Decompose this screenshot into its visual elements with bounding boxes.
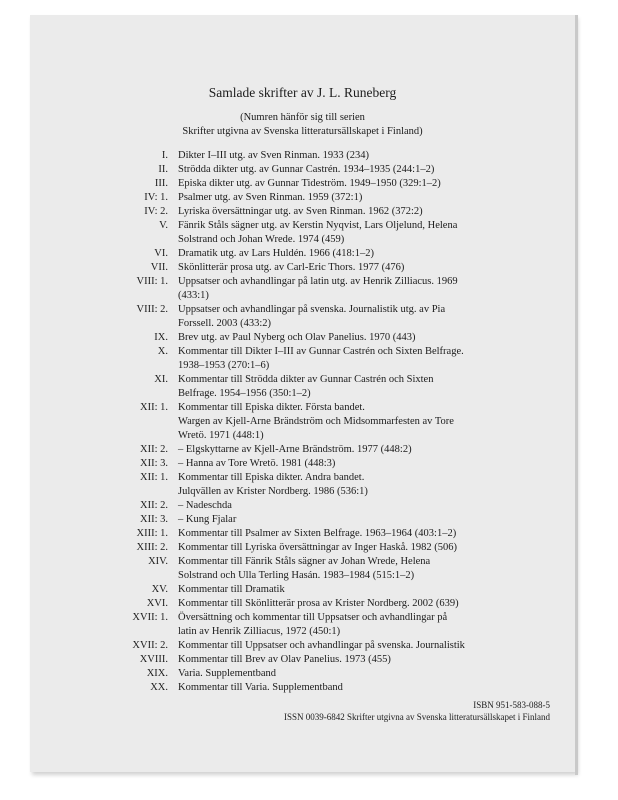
volume-description (178, 471, 488, 499)
volume-description (178, 303, 488, 331)
volume-entry (30, 331, 575, 345)
volume-description-line: Kommentar till Episka dikter. Andra bandet. (178, 472, 365, 483)
volume-number: XVI. (146, 598, 168, 609)
volume-description-line: Kommentar till Lyriska översättningar av Inger Haskå. 1982 (506) (178, 542, 458, 553)
volume-description (178, 597, 488, 611)
volume-number: XII: 1. (140, 402, 168, 413)
volume-number: V. (159, 220, 168, 231)
volume-number: VI. (154, 248, 168, 259)
volume-description-line: Dramatik utg. av Lars Huldén. 1966 (418:1–2) (178, 248, 374, 259)
volume-description-line: Uppsatser och avhandlingar på svenska. Journalistik utg. av Pia (178, 304, 446, 315)
volume-entry (30, 681, 575, 695)
volume-description-line: Belfrage. 1954–1956 (350:1–2) (178, 388, 311, 399)
volume-number: XX. (150, 682, 168, 693)
volume-description-line: Forssell. 2003 (433:2) (178, 318, 272, 329)
volume-entry (30, 457, 575, 471)
volume-entry (30, 541, 575, 555)
volume-number: XVII: 2. (132, 640, 168, 651)
volume-description (178, 443, 488, 457)
volume-description-line: Psalmer utg. av Sven Rinman. 1959 (372:1) (178, 192, 363, 203)
volume-entry (30, 163, 575, 177)
volume-description (178, 639, 488, 653)
volume-description-line: Kommentar till Episka dikter. Första bandet. (178, 402, 365, 413)
volume-number: XII: 1. (140, 472, 168, 483)
book-spine-edge (575, 15, 578, 775)
volume-entry (30, 401, 575, 443)
volume-entry (30, 471, 575, 499)
volume-description-line: Wretö. 1971 (448:1) (178, 430, 264, 441)
volume-number: XVII: 1. (132, 612, 168, 623)
volume-number: XIX. (146, 668, 168, 679)
volume-description (178, 681, 488, 695)
volume-number: XVIII. (139, 654, 168, 665)
volume-description (178, 163, 488, 177)
volume-description (178, 149, 488, 163)
volume-description (178, 499, 488, 513)
volume-number: II. (158, 164, 168, 175)
volume-description-line: 1938–1953 (270:1–6) (178, 360, 270, 371)
volume-description (178, 275, 488, 303)
volume-description-line: Brev utg. av Paul Nyberg och Olav Panelius. 1970 (443) (178, 332, 416, 343)
volume-description (178, 513, 488, 527)
volume-entry (30, 667, 575, 681)
volume-description-line: latin av Henrik Zilliacus, 1972 (450:1) (178, 626, 341, 637)
volume-description-line: Strödda dikter utg. av Gunnar Castrén. 1934–1935 (244:1–2) (178, 164, 435, 175)
volume-entry (30, 303, 575, 331)
volume-number: IV: 2. (144, 206, 168, 217)
volume-description-line: Varia. Supplementband (178, 668, 276, 679)
volume-description-line: Kommentar till Uppsatser och avhandlingar på svenska. Journalistik (178, 640, 465, 651)
volume-entry (30, 373, 575, 401)
volume-entry (30, 597, 575, 611)
volume-description (178, 401, 488, 443)
volume-description-line: – Kung Fjalar (178, 514, 237, 525)
volume-description (178, 457, 488, 471)
volume-entry (30, 513, 575, 527)
volume-description-line: – Elgskyttarne av Kjell-Arne Brändström. 1977 (448:2) (178, 444, 412, 455)
volume-description-line: Kommentar till Psalmer av Sixten Belfrage. 1963–1964 (403:1–2) (178, 528, 457, 539)
volume-number: X. (157, 346, 168, 357)
volume-number: XIII: 2. (136, 542, 168, 553)
volume-number: VII. (150, 262, 168, 273)
series-note-line-1: (Numren hänför sig till serien (240, 112, 365, 123)
volume-entry (30, 345, 575, 373)
volume-description (178, 345, 488, 373)
volume-description-line: – Nadeschda (178, 500, 232, 511)
volume-description-line: Kommentar till Skönlitterär prosa av Krister Nordberg. 2002 (639) (178, 598, 459, 609)
volume-number: I. (161, 150, 168, 161)
volume-number: IV: 1. (144, 192, 168, 203)
volume-description (178, 247, 488, 261)
volume-description-line: Solstrand och Johan Wrede. 1974 (459) (178, 234, 345, 245)
volume-description-line: Julqvällen av Krister Nordberg. 1986 (536:1) (178, 486, 368, 497)
volume-entry (30, 443, 575, 457)
volume-number: III. (154, 178, 168, 189)
series-note-line-2: Skrifter utgivna av Svenska litteratursällskapet i Finland) (182, 126, 423, 137)
volume-description-line: Fänrik Ståls sägner utg. av Kerstin Nyqvist, Lars Oljelund, Helena (178, 220, 458, 231)
volume-entry (30, 149, 575, 163)
volume-description (178, 205, 488, 219)
volume-description-line: Uppsatser och avhandlingar på latin utg. av Henrik Zilliacus. 1969 (178, 276, 458, 287)
volume-entry (30, 555, 575, 583)
volume-entry (30, 653, 575, 667)
volume-number: XII: 3. (140, 458, 168, 469)
volume-description (178, 373, 488, 401)
volume-number: XII: 2. (140, 500, 168, 511)
volume-description (178, 541, 488, 555)
volume-description (178, 261, 488, 275)
volume-entry (30, 219, 575, 247)
volume-entry (30, 527, 575, 541)
volume-number: VIII: 2. (136, 304, 168, 315)
volume-description-line: – Hanna av Tore Wretö. 1981 (448:3) (178, 458, 336, 469)
volume-description-line: Kommentar till Varia. Supplementband (178, 682, 343, 693)
volume-description (178, 583, 488, 597)
volume-number: VIII: 1. (136, 276, 168, 287)
volume-description-line: Skönlitterär prosa utg. av Carl-Eric Thors. 1977 (476) (178, 262, 405, 273)
volume-entry (30, 261, 575, 275)
volume-description-line: Kommentar till Brev av Olav Panelius. 1973 (455) (178, 654, 391, 665)
issn-text: ISSN 0039-6842 Skrifter utgivna av Svenska litteratursällskapet i Finland (284, 712, 550, 722)
volume-number: XII: 2. (140, 444, 168, 455)
page-title: Samlade skrifter av J. L. Runeberg (208, 85, 397, 100)
volume-number: XIII: 1. (136, 528, 168, 539)
volume-description (178, 527, 488, 541)
volume-description-line: Kommentar till Dikter I–III av Gunnar Castrén och Sixten Belfrage. (178, 346, 464, 357)
volume-description-line: (433:1) (178, 290, 209, 301)
volume-description-line: Kommentar till Fänrik Ståls sägner av Johan Wrede, Helena (178, 556, 431, 567)
volume-description (178, 611, 488, 639)
volume-number: XV. (151, 584, 168, 595)
volume-number: XI. (154, 374, 168, 385)
volume-entry (30, 275, 575, 303)
volume-description (178, 653, 488, 667)
volume-entry (30, 205, 575, 219)
volume-description (178, 331, 488, 345)
series-note (30, 111, 575, 139)
book-back-cover (30, 15, 576, 772)
volume-entry (30, 499, 575, 513)
volume-description-line: Dikter I–III utg. av Sven Rinman. 1933 (234) (178, 150, 370, 161)
volume-description-line: Lyriska översättningar utg. av Sven Rinman. 1962 (372:2) (178, 206, 423, 217)
volume-entry (30, 177, 575, 191)
volume-description-line: Kommentar till Dramatik (178, 584, 285, 595)
volume-entry (30, 191, 575, 205)
isbn-text: ISBN 951-583-088-5 (473, 700, 550, 710)
volume-list (30, 149, 575, 695)
volume-number: XIV. (148, 556, 168, 567)
volume-description-line: Episka dikter utg. av Gunnar Tideström. 1949–1950 (329:1–2) (178, 178, 441, 189)
volume-description-line: Kommentar till Strödda dikter av Gunnar Castrén och Sixten (178, 374, 434, 385)
volume-description-line: Wargen av Kjell-Arne Brändström och Midsommarfesten av Tore (178, 416, 454, 427)
volume-entry (30, 611, 575, 639)
volume-entry (30, 583, 575, 597)
volume-description-line: Solstrand och Ulla Terling Hasán. 1983–1984 (515:1–2) (178, 570, 415, 581)
volume-description (178, 177, 488, 191)
volume-number: XII: 3. (140, 514, 168, 525)
volume-description (178, 555, 488, 583)
volume-description-line: Översättning och kommentar till Uppsatser och avhandlingar på (178, 612, 448, 623)
volume-description (178, 191, 488, 205)
volume-description (178, 219, 488, 247)
volume-number: IX. (154, 332, 168, 343)
volume-entry (30, 247, 575, 261)
volume-description (178, 667, 488, 681)
volume-entry (30, 639, 575, 653)
